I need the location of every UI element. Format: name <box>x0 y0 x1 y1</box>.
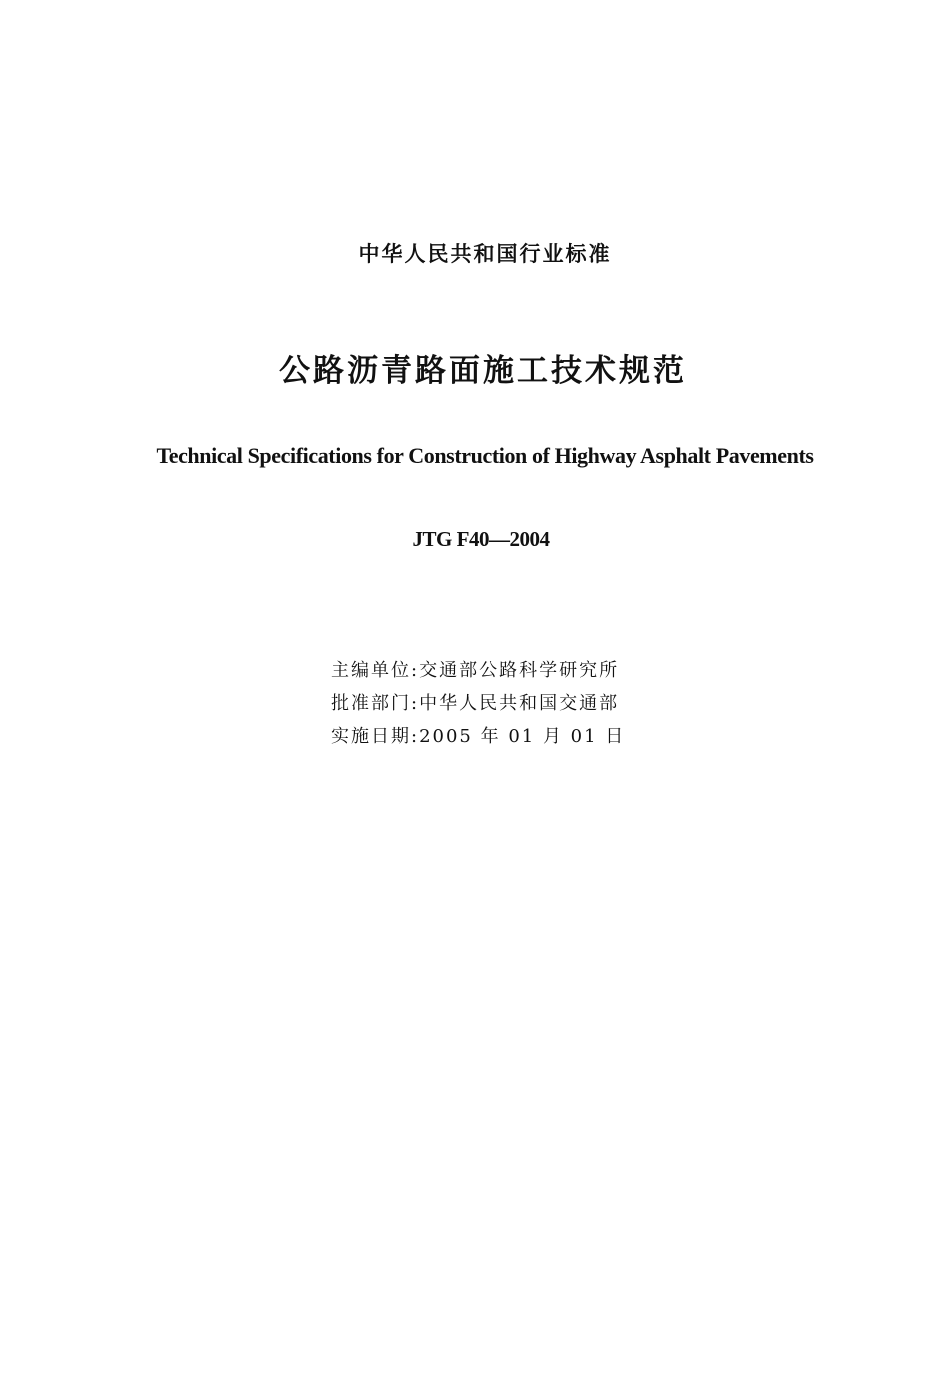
effective-date-row <box>331 720 711 753</box>
effective-date-label: 实施日期 <box>331 726 411 747</box>
publication-info <box>331 654 711 753</box>
effective-date-separator: : <box>411 726 420 747</box>
editor-separator: : <box>411 660 420 681</box>
editor-row <box>331 654 711 687</box>
editor-label: 主编单位 <box>331 660 411 681</box>
approver-row <box>331 687 711 720</box>
title-chinese: 公路沥青路面施工技术规范 <box>279 353 687 389</box>
title-english: Technical Specifications for Construction of Highway Asphalt Pavements <box>156 443 814 468</box>
standard-code: JTG F40—2004 <box>412 527 550 551</box>
approver-value: 中华人民共和国交通部 <box>419 693 620 714</box>
editor-value: 交通部公路科学研究所 <box>419 660 620 681</box>
approver-label: 批准部门 <box>331 693 411 714</box>
effective-date-value: 2005 年 01 月 01 日 <box>419 726 626 747</box>
approver-separator: : <box>411 693 420 714</box>
standard-category: 中华人民共和国行业标准 <box>358 242 612 266</box>
